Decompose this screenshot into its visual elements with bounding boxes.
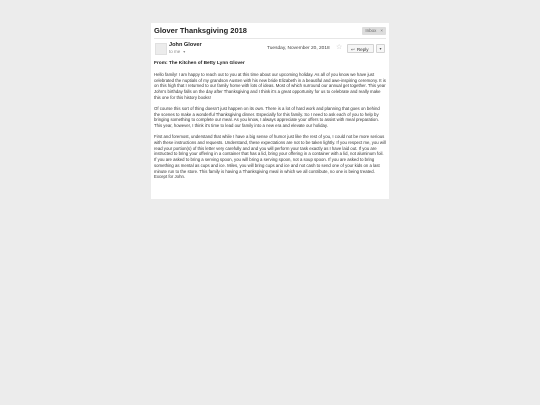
recipient-line[interactable] bbox=[169, 49, 185, 55]
email-subject: Glover Thanksgiving 2018 bbox=[154, 26, 247, 35]
body-paragraph: Of course this sort of thing doesn't just happen on its own. There is a lot of hard work and planning that goes on behind the scenes to make a wonderful Thanksgiving dinner. Especially for this family. So I need to ask each of you to help by bringing something to complete our meal. As you know, I always appreciate your offers to assist with meal preparation. This year, however, I think it's time to lead our family into a new era and elevate our holiday. bbox=[154, 106, 380, 129]
recipient-details-caret-icon[interactable]: ▾ bbox=[183, 49, 186, 54]
inbox-label-text: Inbox bbox=[365, 28, 377, 33]
reply-label: Reply bbox=[356, 47, 369, 52]
body-paragraph: Hello family! I am happy to reach out to you at this time about our upcoming holiday. As all of you know we have just celebrated the nuptials of my grandson Austen with his new bride Elizabeth in a beautiful and awe-inspiring ceremony. It is on this high that I returned to our family home with lots of ideas. Most of which surround our annual get together. This year John's birthday falls on the day after Thanksgiving and I think it's a great opportunity for us to celebrate and really make this one for this history books! bbox=[154, 72, 386, 100]
email-date: Tuesday, November 20, 2018 bbox=[267, 46, 330, 51]
reply-button[interactable] bbox=[347, 44, 374, 53]
header-divider bbox=[154, 38, 386, 39]
recipient-text: to me bbox=[169, 49, 181, 54]
email-body bbox=[154, 72, 386, 185]
more-options-button[interactable]: ▾ bbox=[376, 44, 385, 53]
subject-row bbox=[154, 26, 386, 38]
reply-arrow-icon: ↩ bbox=[351, 47, 355, 52]
star-icon[interactable]: ☆ bbox=[336, 44, 343, 51]
email-view bbox=[151, 23, 389, 199]
inbox-label-chip[interactable] bbox=[362, 27, 386, 35]
body-paragraph: First and foremost, understand that while I have a big sense of humor just like the rest of you, I could not be more serious with these instructions and requests. Understand, these expectations are not to be taken lightly. If you respect me, you will read your portion(s) of this letter very carefully and and you will perform your task exactly as I have laid out. If you are instructed to bring your offering in a container that has a lid, bring your offering in a container with a lid, not aluminum foil. If you are asked to bring a serving spoon, you will bring a serving spoon, not a soup spoon. If you are asked to bring something as mental as cups and ice. Miles, you will bring cups and ice and not cash to send one of your kids on a last minute run to the store. This family is having a Thanksgiving meal in which we all contribute, no one is being treated. Except for John. bbox=[154, 134, 386, 180]
remove-label-icon[interactable]: × bbox=[380, 28, 383, 33]
sender-avatar bbox=[155, 43, 167, 55]
sender-name[interactable]: John Glover bbox=[169, 42, 202, 48]
from-line: From: The Kitchen of Betty Lynn Glover bbox=[154, 61, 245, 66]
